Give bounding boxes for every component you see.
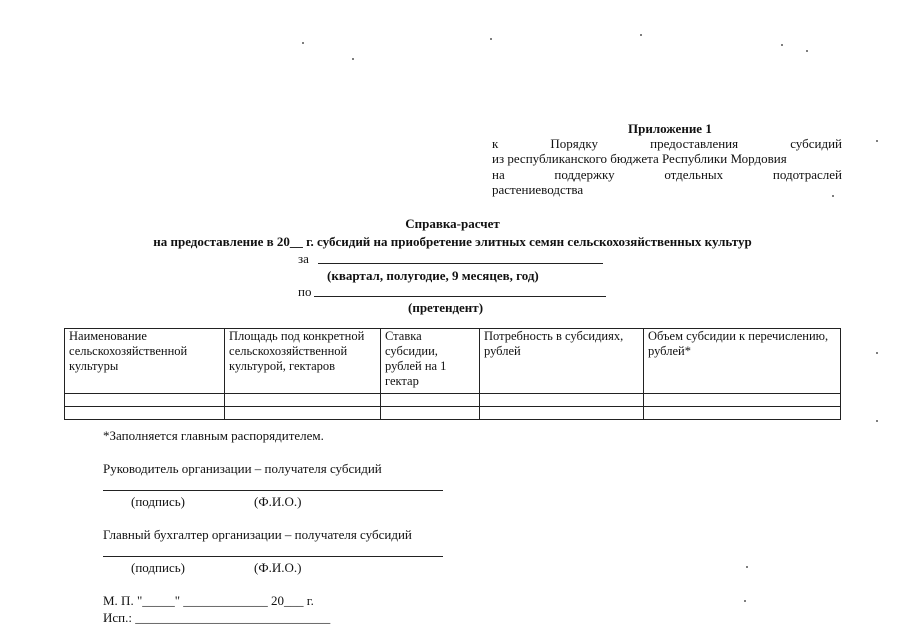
executor-line: Исп.: ______________________________	[103, 610, 331, 625]
table-cell[interactable]	[225, 394, 381, 407]
table-cell[interactable]	[644, 394, 841, 407]
table-cell[interactable]	[381, 394, 480, 407]
table-cell[interactable]	[381, 407, 480, 420]
table-cell[interactable]	[65, 394, 225, 407]
appendix-line-1: к Порядку предоставления субсидий	[492, 136, 842, 151]
scan-speck	[806, 50, 808, 52]
document-subtitle: на предоставление в 20__ г. субсидий на приобретение элитных семян сельскохозяйственных культур	[153, 234, 752, 249]
director-name-caption: (Ф.И.О.)	[254, 494, 302, 509]
director-label: Руководитель организации – получателя субсидий	[103, 461, 382, 476]
table-row	[65, 407, 841, 420]
scan-speck	[876, 352, 878, 354]
scan-speck	[352, 58, 354, 60]
scan-speck	[832, 195, 834, 197]
table-cell[interactable]	[65, 407, 225, 420]
table-cell[interactable]	[480, 407, 644, 420]
table-row	[65, 394, 841, 407]
appendix-line-4: растениеводства	[492, 182, 584, 197]
claimant-caption: (претендент)	[408, 300, 484, 315]
appendix-line-3: на поддержку отдельных подотраслей	[492, 167, 842, 182]
accountant-signature-line[interactable]	[103, 556, 443, 557]
stamp-date-line: М. П. "_____" _____________ 20___ г.	[103, 593, 314, 608]
header-area: Площадь под конкретной сельскохозяйственной культурой, гектаров	[225, 329, 381, 394]
appendix-line-2: из республиканского бюджета Республики Мордовия	[492, 151, 787, 166]
accountant-label: Главный бухгалтер организации – получателя субсидий	[103, 527, 412, 542]
period-prefix: за	[298, 251, 309, 266]
document-title: Справка-расчет	[405, 216, 500, 231]
table-cell[interactable]	[480, 394, 644, 407]
header-crop-name: Наименование сельскохозяйственной культуры	[65, 329, 225, 394]
scan-speck	[746, 566, 748, 568]
scan-speck	[490, 38, 492, 40]
director-signature-caption: (подпись)	[131, 494, 185, 509]
scan-speck	[876, 420, 878, 422]
accountant-name-caption: (Ф.И.О.)	[254, 560, 302, 575]
period-blank-line	[318, 251, 603, 264]
table-cell[interactable]	[225, 407, 381, 420]
footnote: *Заполняется главным распорядителем.	[103, 428, 324, 443]
scan-speck	[640, 34, 642, 36]
scan-speck	[781, 44, 783, 46]
header-need: Потребность в субсидиях, рублей	[480, 329, 644, 394]
accountant-signature-caption: (подпись)	[131, 560, 185, 575]
scan-speck	[876, 140, 878, 142]
scan-speck	[744, 600, 746, 602]
director-signature-line[interactable]	[103, 490, 443, 491]
header-rate: Ставка субсидии, рублей на 1 гектар	[381, 329, 480, 394]
claimant-blank-line	[314, 284, 606, 297]
header-amount: Объем субсидии к перечислению, рублей*	[644, 329, 841, 394]
table-cell[interactable]	[644, 407, 841, 420]
appendix-title: Приложение 1	[628, 121, 712, 136]
table-header-row	[65, 329, 841, 394]
claimant-prefix: по	[298, 284, 312, 299]
scan-speck	[302, 42, 304, 44]
period-caption: (квартал, полугодие, 9 месяцев, год)	[327, 268, 539, 283]
calculation-table	[64, 328, 841, 420]
